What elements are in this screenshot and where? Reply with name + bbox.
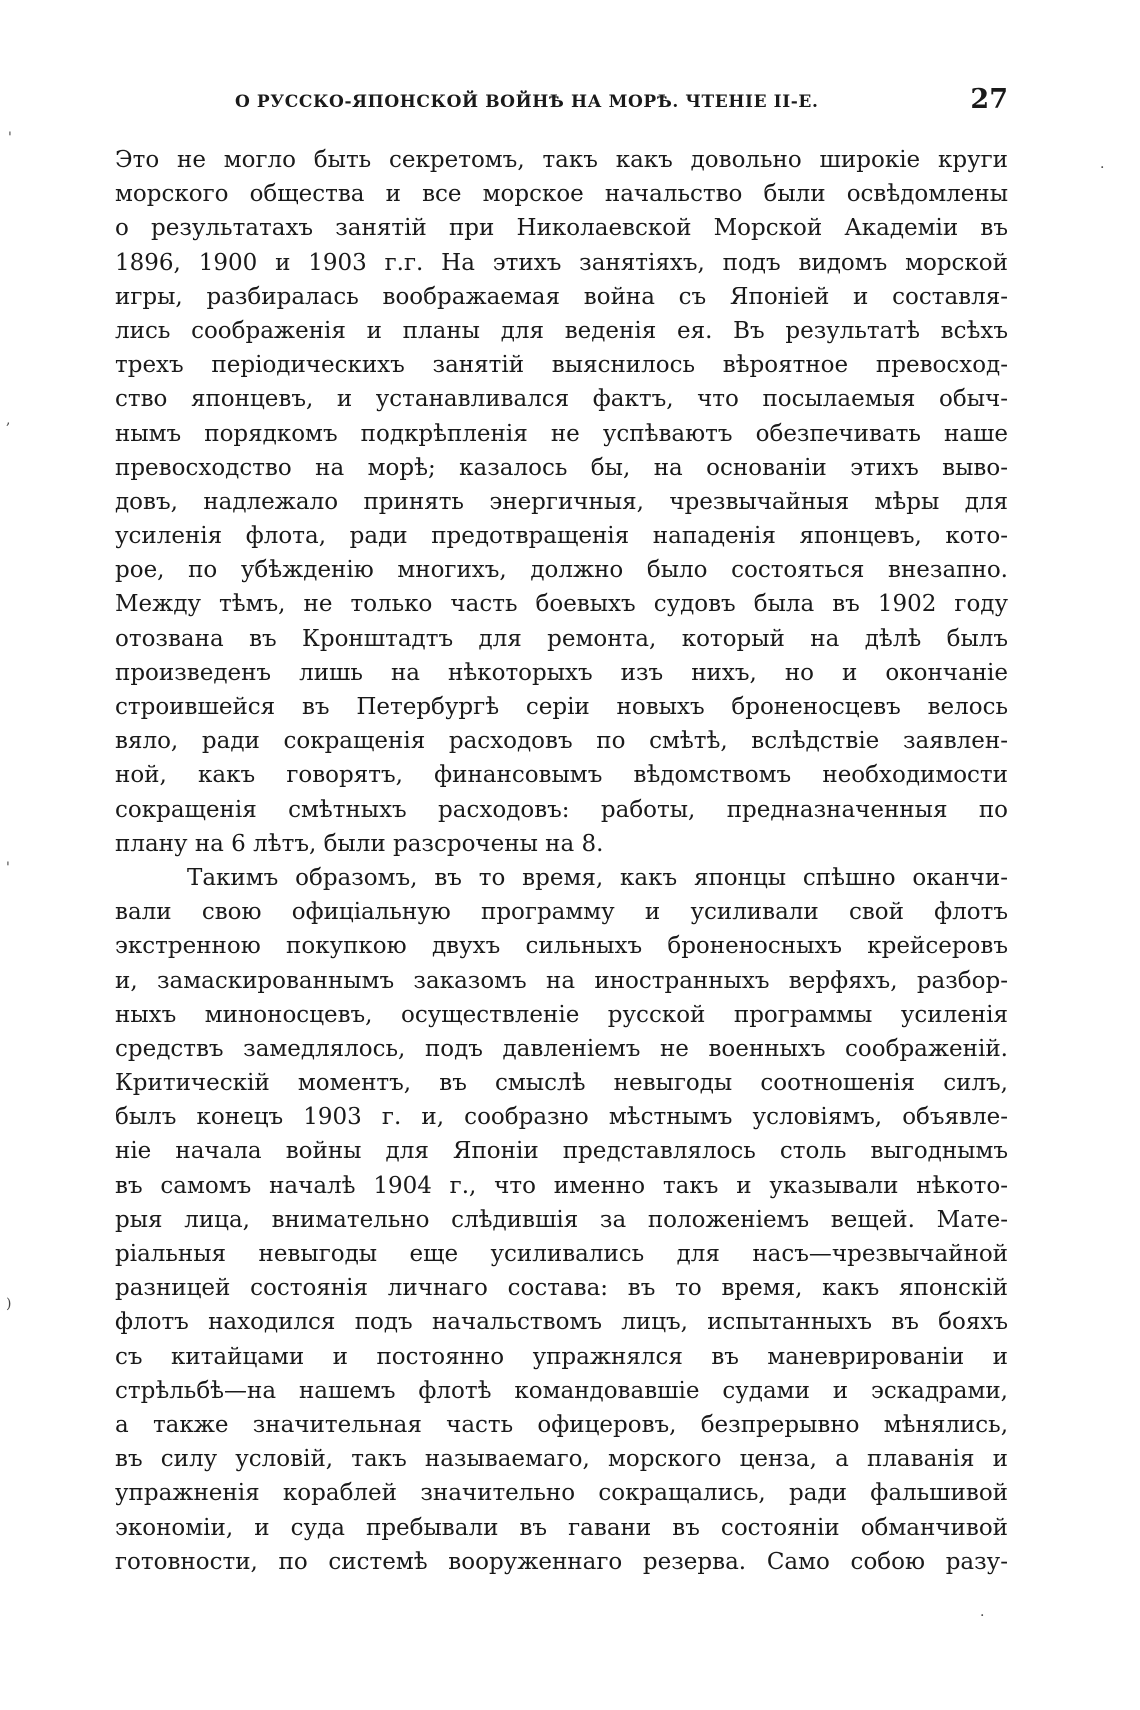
text-line: довъ, надлежало принять энергичныя, чрезвычайныя мѣры для <box>115 488 1008 515</box>
text-line: разницей состоянія личнаго состава: въ то время, какъ японскій <box>115 1275 1008 1302</box>
text-line: нымъ порядкомъ подкрѣпленія не успѣваютъ обезпечивать наше <box>115 420 1008 447</box>
margin-speck: , <box>6 412 11 428</box>
margin-speck: · <box>1100 160 1105 176</box>
text-line: готовности, по системѣ вооруженнаго резерва. Само собою разу- <box>115 1548 1008 1575</box>
text-line: 1896, 1900 и 1903 г.г. На этихъ занятіяхъ, подъ видомъ морской <box>115 249 1008 276</box>
page-number: 27 <box>970 84 1008 115</box>
text-line: а также значительная часть офицеровъ, безпрерывно мѣнялись, <box>115 1411 1008 1438</box>
text-line: въ силу условій, такъ называемаго, морского ценза, а плаванія и <box>115 1446 1008 1473</box>
text-line: Критическій моментъ, въ смыслѣ невыгоды соотношенія силъ, <box>115 1070 1008 1097</box>
text-line: строившейся въ Петербургѣ серіи новыхъ броненосцевъ велось <box>115 694 1008 720</box>
text-line: усиленія флота, ради предотвращенія нападенія японцевъ, кото- <box>115 523 1008 550</box>
text-line: Между тѣмъ, не только часть боевыхъ судовъ была въ 1902 году <box>115 591 1008 618</box>
text-line: ніе начала войны для Японіи представлялось столь выгоднымъ <box>115 1138 1008 1165</box>
margin-speck: · <box>980 1608 985 1624</box>
text-line: Это не могло быть секретомъ, такъ какъ довольно широкіе круги <box>115 147 1008 173</box>
body-text <box>115 143 1008 1579</box>
running-title: О РУССКО-ЯПОНСКОЙ ВОЙНѢ НА МОРѢ. ЧТЕНІЕ II-Е. <box>235 92 819 112</box>
text-line: игры, разбиралась воображаемая война съ Японіей и составля- <box>115 283 1008 310</box>
running-header <box>115 84 1008 124</box>
text-line: экстренною покупкою двухъ сильныхъ броненосныхъ крейсеровъ <box>115 933 1008 960</box>
text-line: ныхъ миноносцевъ, осуществленіе русской программы усиленія <box>115 1001 1008 1028</box>
text-line: стрѣльбѣ—на нашемъ флотѣ командовавшіе судами и эскадрами, <box>115 1377 1008 1404</box>
text-line: вяло, ради сокращенія расходовъ по смѣтѣ, вслѣдствіе заявлен- <box>115 728 1008 755</box>
text-line: отозвана въ Кронштадтъ для ремонта, который на дѣлѣ былъ <box>115 625 1008 652</box>
text-line: морского общества и все морское начальство были освѣдомлены <box>115 181 1008 208</box>
text-line: ство японцевъ, и устанавливался фактъ, что посылаемыя обыч- <box>115 386 1008 413</box>
text-line: средствъ замедлялось, подъ давленіемъ не военныхъ соображеній. <box>115 1035 1008 1062</box>
text-line: былъ конецъ 1903 г. и, сообразно мѣстнымъ условіямъ, объявле- <box>115 1104 1008 1131</box>
text-line: произведенъ лишь на нѣкоторыхъ изъ нихъ, но и окончаніе <box>115 659 1008 686</box>
text-line: ной, какъ говорятъ, финансовымъ вѣдомствомъ необходимости <box>115 762 1008 789</box>
text-line: превосходство на морѣ; казалось бы, на основаніи этихъ выво- <box>115 454 1008 481</box>
margin-speck: ) <box>6 1296 12 1312</box>
text-line: экономіи, и суда пребывали въ гавани въ состояніи обманчивой <box>115 1514 1008 1541</box>
text-line: и, замаскированнымъ заказомъ на иностранныхъ верфяхъ, разбор- <box>115 967 1008 994</box>
text-line: о результатахъ занятій при Николаевской Морской Академіи въ <box>115 215 1008 242</box>
text-line: сокращенія смѣтныхъ расходовъ: работы, предназначенныя по <box>115 796 1008 823</box>
text-line: плану на 6 лѣтъ, были разсрочены на 8. <box>115 830 604 857</box>
paragraph <box>115 143 1008 861</box>
text-line: вали свою офиціальную программу и усиливали свой флотъ <box>115 899 1008 926</box>
text-line: упражненія кораблей значительно сокращались, ради фальшивой <box>115 1480 1008 1507</box>
text-line: Такимъ образомъ, въ то время, какъ японцы спѣшно оканчи- <box>187 864 1008 891</box>
text-line: рое, по убѣжденію многихъ, должно было состояться внезапно. <box>115 557 1008 584</box>
text-line: рыя лица, внимательно слѣдившія за положеніемъ вещей. Мате- <box>115 1206 1008 1233</box>
text-line: ріальныя невыгоды еще усиливались для насъ—чрезвычайной <box>115 1241 1008 1267</box>
paragraph <box>115 861 1008 1579</box>
margin-speck: ' <box>6 860 10 876</box>
text-line: трехъ періодическихъ занятій выяснилось вѣроятное превосход- <box>115 352 1008 379</box>
text-line: флотъ находился подъ начальствомъ лицъ, испытанныхъ въ бояхъ <box>115 1309 1008 1336</box>
margin-speck: ' <box>8 130 12 146</box>
text-line: съ китайцами и постоянно упражнялся въ маневрированіи и <box>115 1343 1008 1370</box>
text-line: въ самомъ началѣ 1904 г., что именно такъ и указывали нѣкото- <box>115 1172 1008 1199</box>
text-line: лись соображенія и планы для веденія ея. Въ результатѣ всѣхъ <box>115 317 1008 344</box>
